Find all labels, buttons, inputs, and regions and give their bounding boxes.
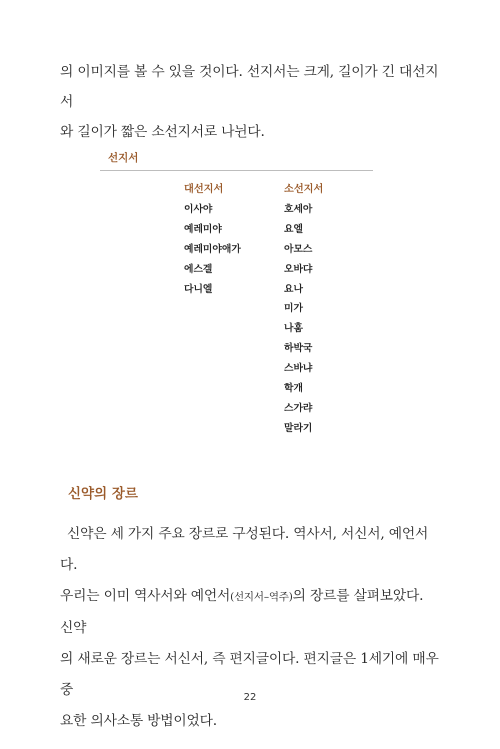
section-paragraph [60, 519, 440, 737]
minor-prophet-item: 나훔 [284, 323, 303, 335]
intro-line-2: 와 길이가 짧은 소선지서로 나뉜다. [60, 124, 265, 140]
minor-prophet-item: 오바댜 [284, 263, 313, 275]
minor-prophet-item: 말라기 [284, 422, 313, 434]
section-line-2-end: 의 장르를 살펴보았다. 신약 [60, 588, 424, 636]
minor-prophet-item: 스가랴 [284, 402, 313, 414]
minor-prophet-item: 요엘 [284, 223, 303, 235]
intro-paragraph [60, 57, 440, 147]
page-number: 22 [243, 692, 257, 703]
major-prophet-item: 이사야 [184, 204, 213, 215]
minor-prophets-column [284, 180, 323, 439]
section-line-1: 신약은 세 가지 주요 장르로 구성된다. 역사서, 서신서, 예언서다. [60, 526, 429, 573]
minor-prophet-item: 스바냐 [284, 363, 313, 375]
section-line-4: 요한 의사소통 방법이었다. [60, 713, 217, 729]
major-prophets-heading: 대선지서 [184, 184, 224, 195]
major-prophet-item: 예레미야애가 [184, 243, 241, 255]
major-prophet-item: 예레미야 [184, 223, 222, 235]
section-heading: 신약의 장르 [68, 486, 138, 502]
section-line-2 [60, 581, 440, 644]
section-line-2-start: 우리는 이미 역사서와 예언서 [60, 588, 231, 604]
major-prophet-item: 다니엘 [184, 283, 213, 295]
major-prophet-item: 에스겔 [184, 263, 213, 275]
minor-prophet-item: 미가 [284, 303, 303, 315]
minor-prophet-item: 아모스 [284, 243, 313, 255]
translator-note: (선지서–역주) [230, 591, 293, 603]
major-prophets-column [184, 180, 241, 299]
minor-prophet-item: 학개 [284, 383, 303, 395]
minor-prophet-item: 하박국 [284, 343, 313, 355]
intro-line-1: 의 이미지를 볼 수 있을 것이다. 선지서는 크게, 길이가 긴 대선지서 [60, 64, 439, 110]
table-divider [100, 170, 373, 171]
minor-prophet-item: 요나 [284, 283, 303, 295]
minor-prophet-item: 호세아 [284, 204, 313, 215]
prophets-table-label: 선지서 [108, 152, 139, 164]
section-line-3: 의 새로운 장르는 서신서, 즉 편지글이다. 편지글은 1세기에 매우 중 [60, 651, 439, 698]
minor-prophets-heading: 소선지서 [284, 184, 324, 195]
